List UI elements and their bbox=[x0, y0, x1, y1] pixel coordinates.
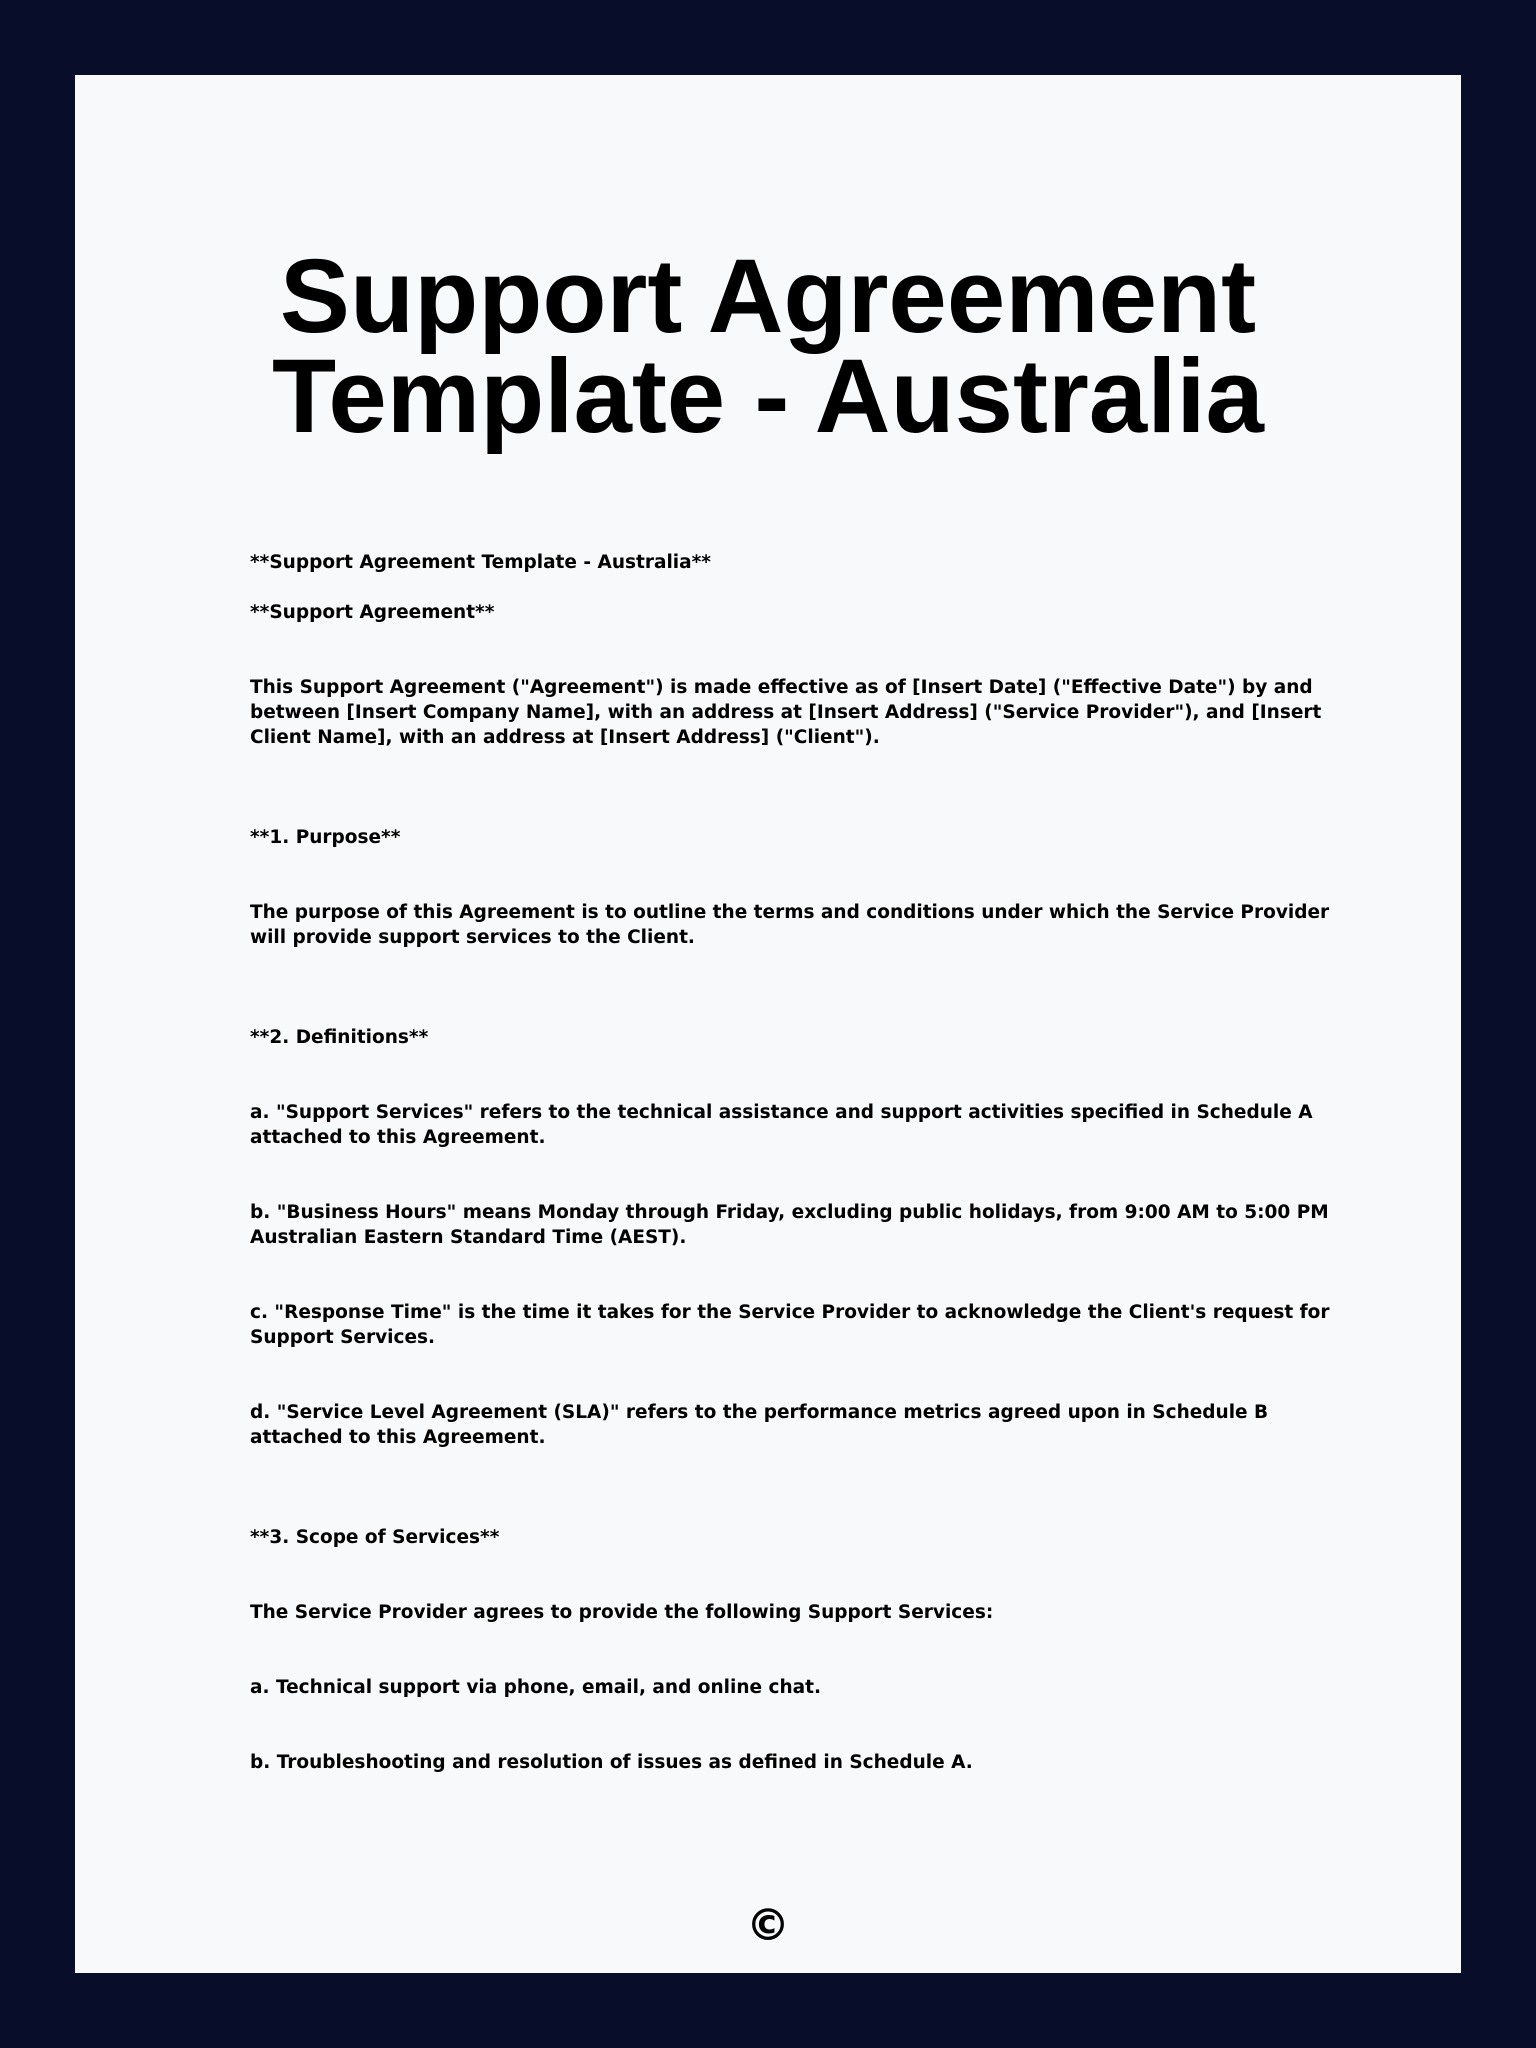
paragraph-agreement-heading: **Support Agreement** bbox=[250, 602, 495, 623]
document-title: Support Agreement Template - Australia bbox=[272, 238, 1264, 455]
definition-item-c: c. "Response Time" is the time it takes for the Service Provider to acknowledge the Client's request for Support Services. bbox=[250, 1302, 1330, 1348]
paragraph-scope-intro: The Service Provider agrees to provide the following Support Services: bbox=[250, 1602, 994, 1623]
document-page bbox=[75, 75, 1461, 1973]
paragraph-purpose: The purpose of this Agreement is to outline the terms and conditions under which the Service Provider will provide support services to the Client. bbox=[250, 902, 1330, 948]
section-heading-definitions: **2. Definitions** bbox=[250, 1027, 429, 1048]
paragraph-intro: This Support Agreement ("Agreement") is made effective as of [Insert Date] ("Effective Date") by and between [Insert Company Name], with an address at [Insert Address] ("Service Provider"), and [Insert Client Name], with an address at [Insert Address] ("Client"). bbox=[250, 677, 1322, 748]
section-heading-purpose: **1. Purpose** bbox=[250, 827, 401, 848]
scope-item-a: a. Technical support via phone, email, and online chat. bbox=[250, 1677, 821, 1698]
definition-item-b: b. "Business Hours" means Monday through Friday, excluding public holidays, from 9:00 AM to 5:00 PM Australian Eastern Standard Time (AEST). bbox=[250, 1202, 1329, 1248]
section-heading-scope: **3. Scope of Services** bbox=[250, 1527, 500, 1548]
scope-item-b: b. Troubleshooting and resolution of issues as defined in Schedule A. bbox=[250, 1752, 973, 1773]
definition-item-d: d. "Service Level Agreement (SLA)" refers to the performance metrics agreed upon in Schedule B attached to this Agreement. bbox=[250, 1402, 1269, 1448]
definition-item-a: a. "Support Services" refers to the technical assistance and support activities specified in Schedule A attached to this Agreement. bbox=[250, 1102, 1313, 1148]
copyright-icon: © bbox=[746, 1900, 790, 1951]
paragraph-template-heading: **Support Agreement Template - Australia** bbox=[250, 552, 711, 573]
